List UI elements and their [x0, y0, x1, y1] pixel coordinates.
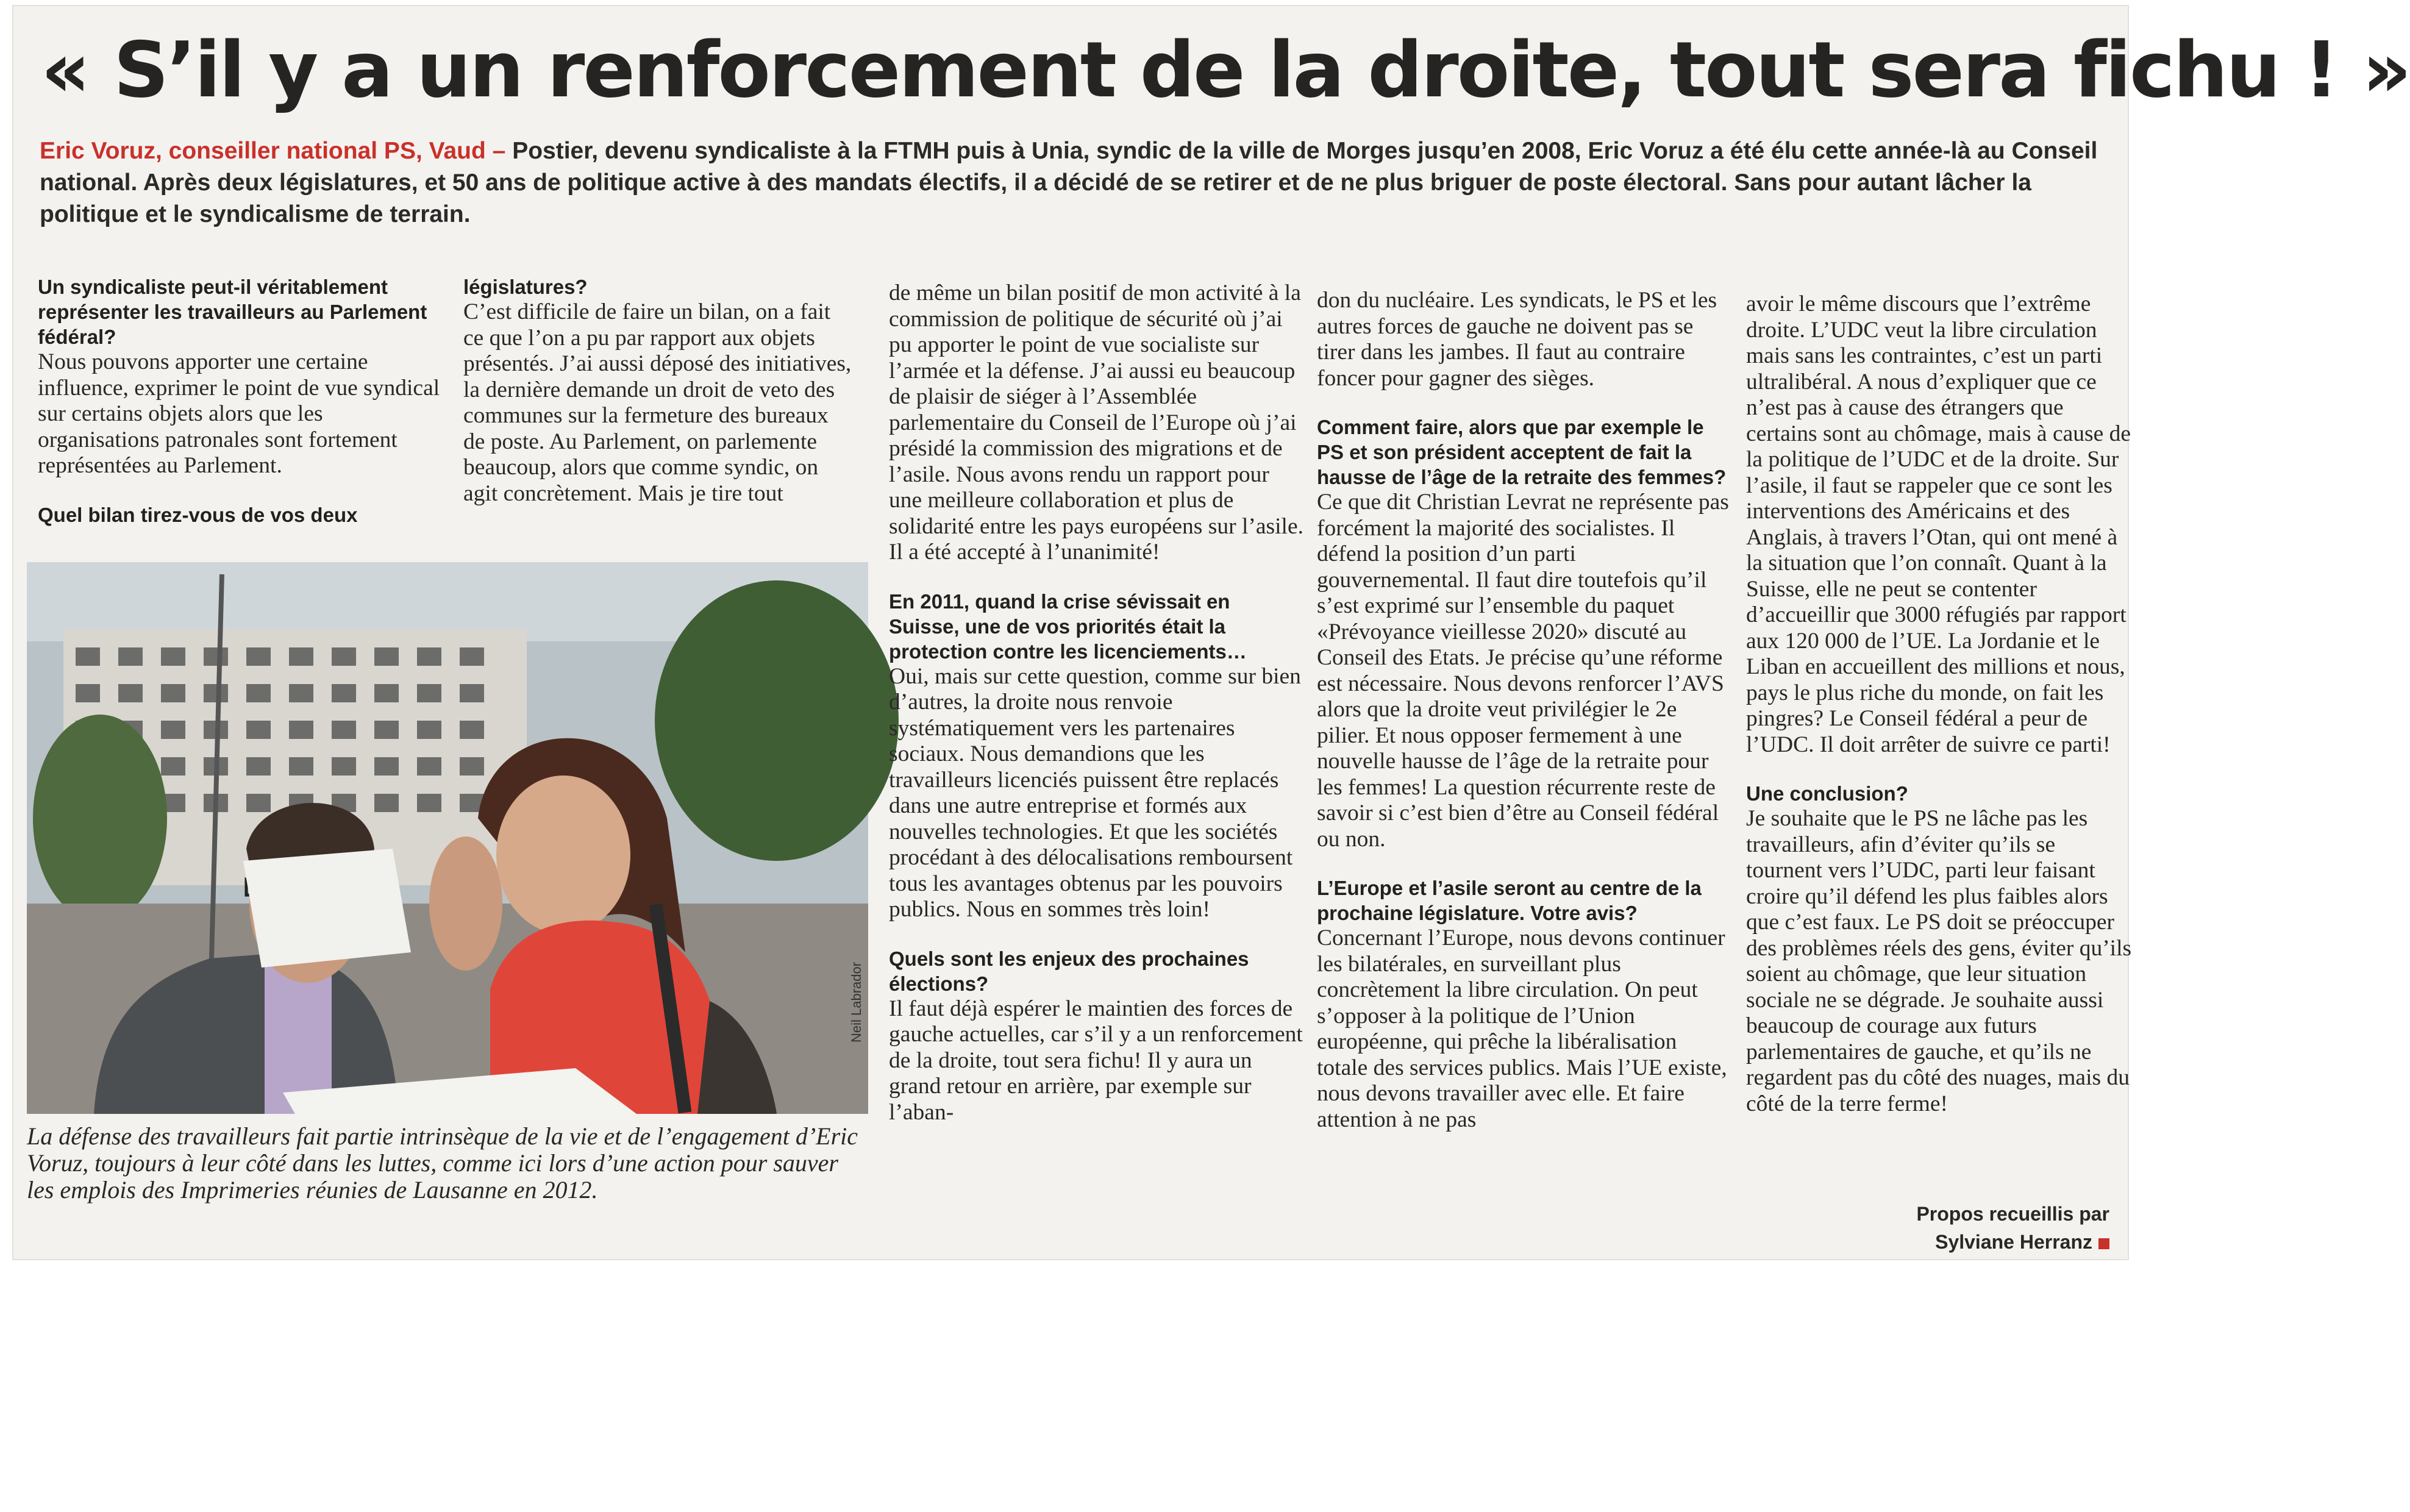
question-4: Quels sont les enjeux des prochaines élections?: [889, 947, 1249, 995]
signature-line-1: Propos recueillis par: [1916, 1203, 2109, 1225]
answer-4: Il faut déjà espérer le maintien des forces de gauche actuelles, car s’il y a un renforcement de la droite, tout sera fichu! Il y aura un grand retour en arrière, par exemple sur l’aban-: [889, 996, 1303, 1125]
photo-caption: La défense des travailleurs fait partie intrinsèque de la vie et de l’engagement d’Eric Voruz, toujours à leur côté dans les luttes, comme ici lors d’une action pour sauver les emplois des Imprimeries réunies de Lausanne en 2012.: [27, 1122, 858, 1204]
article-photo: [27, 562, 868, 1114]
article-byline: Eric Voruz, conseiller national PS, Vaud –: [40, 138, 506, 164]
article-lead: [40, 135, 2137, 230]
answer-2: C’est difficile de faire un bilan, on a fait ce que l’on a pu par rapport aux objets présentés. J’ai aussi déposé des initiatives, la dernière demande un droit de veto des communes sur la fermeture des bureaux de poste. Au Parlement, on parlemente beaucoup, alors que comme syndic, on agit concrètement. Mais je tire tout: [463, 299, 852, 506]
article-column-3: [889, 280, 1303, 1125]
question-2-continued: législatures?: [463, 276, 588, 298]
question-6: L’Europe et l’asile seront au centre de la prochaine législature. Votre avis?: [1317, 877, 1702, 924]
article-column-2: [463, 274, 854, 507]
signature-line-2: Sylviane Herranz: [1935, 1231, 2092, 1253]
article-column-1: [38, 274, 446, 527]
article-title: « S’il y a un renforcement de la droite, tout sera fichu ! »: [41, 25, 2410, 115]
answer-1: Nous pouvons apporter une certaine influence, exprimer le point de vue syndical sur certains objets alors que les organisations patronales sont fortement représentées au Parlement.: [38, 349, 440, 478]
answer-6: Concernant l’Europe, nous devons continuer les bilatérales, en surveillant plus concrètement la libre circulation. On peut s’opposer à la politique de l’Union européenne, qui prêche la libéralisation totale des services publics. Mais l’UE existe, nous devons travailler avec elle. Et faire attention à ne pas: [1317, 925, 1727, 1132]
answer-5: Ce que dit Christian Levrat ne représente pas forcément la majorité des socialistes. Il défend la position d’un parti gouvernemental. Il faut dire toutefois qu’il s’est exprimé sur l’ensemble du paquet «Prévoyance vieillesse 2020» discuté au Conseil des Etats. Je précise qu’une réforme est nécessaire. Nous devons renforcer l’AVS alors que la droite veut privilégier le 2e pilier. Et nous opposer fermement à une nouvelle hausse de l’âge de la retraite pour les femmes! La question récurrente reste de savoir si c’est bien d’être au Conseil fédéral ou non.: [1317, 490, 1729, 852]
question-5: Comment faire, alors que par exemple le PS et son président acceptent de fait la hausse de l’âge de la retraite des femmes?: [1317, 416, 1727, 488]
answer-3: Oui, mais sur cette question, comme sur bien d’autres, la droite nous renvoie systématiquement vers les partenaires sociaux. Nous demandions que les travailleurs licenciés puissent être replacés dans une autre entreprise et formés aux nouvelles technologies. Et que les sociétés procédant à des délocalisations remboursent tous les avantages obtenus par les pouvoirs publics. Nous en sommes très loin!: [889, 663, 1301, 922]
end-of-article-square-icon: [2098, 1238, 2109, 1249]
photo-credit: Neil Labrador: [849, 961, 864, 1043]
answer-7: Je souhaite que le PS ne lâche pas les travailleurs, afin d’éviter qu’ils se tournent vers l’UDC, parti leur faisant croire qu’il défend les plus faibles alors que c’est faux. Le PS doit se préoccuper des problèmes réels des gens, éviter qu’ils soient au chômage, que leur situation sociale ne se dégrade. Je souhaite aussi beaucoup de courage aux futurs parlementaires de gauche, et qu’ils ne regardent pas du côté des nuages, mais du côté de la terre ferme!: [1746, 806, 2132, 1116]
photo-illustration: [27, 562, 868, 1114]
article-column-4: [1317, 288, 1731, 1133]
question-7: Une conclusion?: [1746, 782, 1908, 805]
lead-text: Postier, devenu syndicaliste à la FTMH puis à Unia, syndic de la ville de Morges jusqu’en 2008, Eric Voruz a été élu cette année-là au Conseil national. Après deux législatures, et 50 ans de politique active à des mandats électifs, il a décidé de se retirer et de ne plus briguer de poste électoral. Sans pour autant lâcher la politique et le syndicalisme de terrain.: [40, 138, 2098, 227]
newspaper-clipping: [13, 6, 2410, 1259]
article-signature: [1916, 1200, 2109, 1256]
question-1: Un syndicaliste peut-il véritablement représenter les travailleurs au Parlement fédéral?: [38, 276, 427, 348]
question-3: En 2011, quand la crise sévissait en Suisse, une de vos priorités était la protection contre les licenciements…: [889, 590, 1247, 663]
question-2: Quel bilan tirez-vous de vos deux: [38, 503, 358, 526]
answer-4-continued: don du nucléaire. Les syndicats, le PS et les autres forces de gauche ne doivent pas se tirer dans les jambes. Il faut au contraire foncer pour gagner des sièges.: [1317, 288, 1717, 391]
answer-2-continued: de même un bilan positif de mon activité à la commission de politique de sécurité où j’ai pu apporter le point de vue socialiste sur l’armée et la défense. J’ai aussi eu beaucoup de plaisir de siéger à l’Assemblée parlementaire du Conseil de l’Europe où j’ai présidé la commission des migrations et de l’asile. Nous avons rendu un rapport pour une meilleure collaboration et plus de solidarité entre les pays européens sur l’asile. Il a été accepté à l’unanimité!: [889, 280, 1303, 565]
answer-6-continued: avoir le même discours que l’extrême droite. L’UDC veut la libre circulation mais sans les contraintes, c’est un parti ultralibéral. A nous d’expliquer que ce n’est pas à cause des étrangers que certains sont au chômage, mais à cause de la politique de l’UDC et de la droite. Sur l’asile, il faut se rappeler que ce sont les interventions des Américains et des Anglais, à travers l’Otan, qui ont mené à la situation que l’on connaît. Quant à la Suisse, elle ne peut se contenter d’accueillir que 3000 réfugiés par rapport aux 120 000 de l’UE. La Jordanie et le Liban en accueillent des millions et nous, pays le plus riche du monde, on fait les pingres? Le Conseil fédéral a peur de l’UDC. Il doit arrêter de suivre ce parti!: [1746, 291, 2131, 757]
article-column-5: [1746, 291, 2136, 1117]
